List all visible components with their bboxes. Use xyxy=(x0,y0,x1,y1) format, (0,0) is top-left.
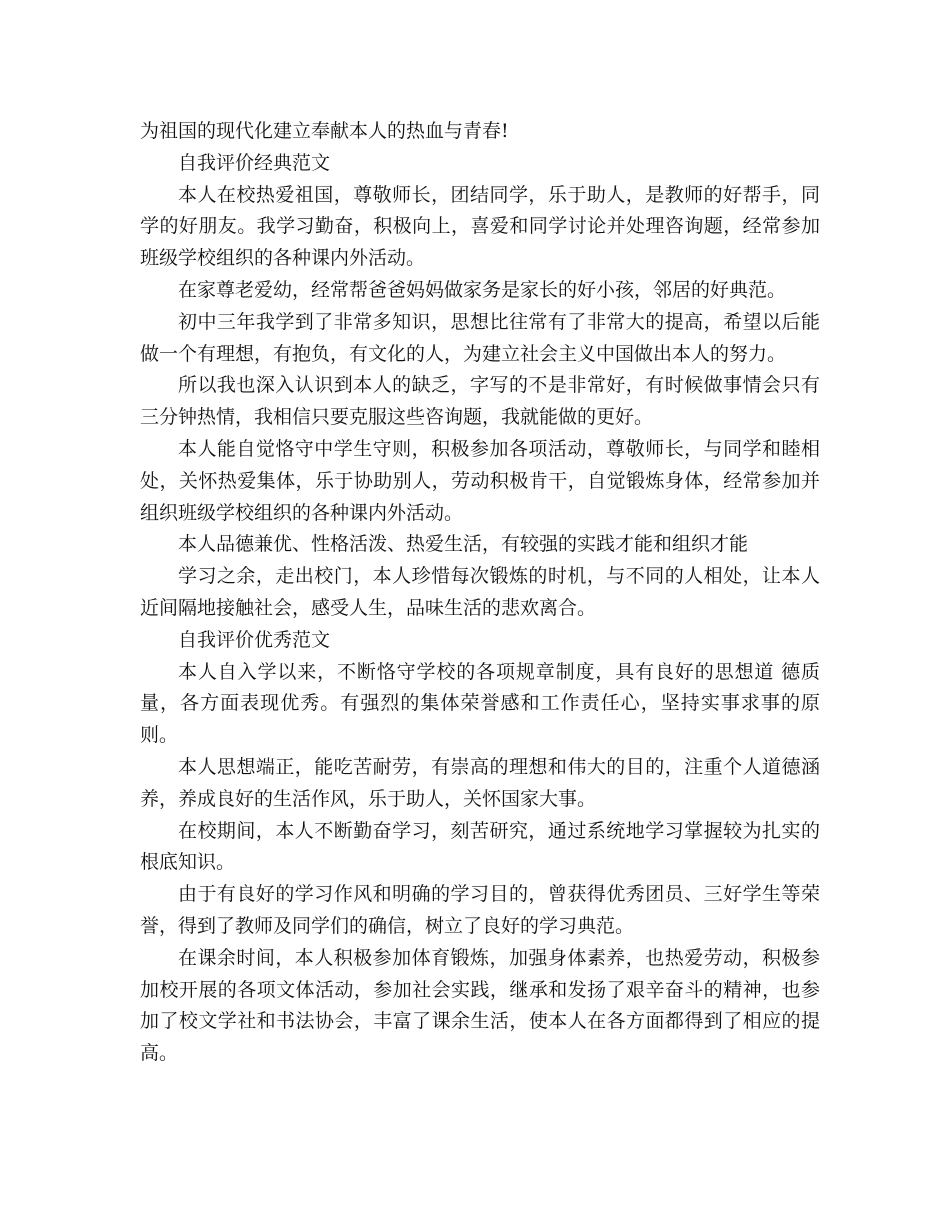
paragraph: 学习之余，走出校门，本人珍惜每次锻炼的时机，与不同的人相处，让本人近间隔地接触社会，感受人生，品味生活的悲欢离合。 xyxy=(140,565,820,619)
paragraph: 在课余时间，本人积极参加体育锻炼，加强身体素养，也热爱劳动，积极参加校开展的各项文体活动，参加社会实践，继承和发扬了艰辛奋斗的精神，也参加了校文学社和书法协会，丰富了课余生活，使本人在各方面都得到了相应的提高。 xyxy=(140,946,820,1065)
paragraph: 初中三年我学到了非常多知识，思想比往常有了非常大的提高，希望以后能做一个有理想，有抱负，有文化的人，为建立社会主义中国做出本人的努力。 xyxy=(140,310,820,365)
paragraph: 所以我也深入认识到本人的缺乏，字写的不是非常好，有时候做事情会只有三分钟热情，我相信只要克服这些咨询题，我就能做的更好。 xyxy=(140,374,820,429)
paragraph-continuation: 为祖国的现代化建立奉献本人的热血与青春! xyxy=(140,120,509,142)
section-heading-classic: 自我评价经典范文 xyxy=(178,151,331,174)
paragraph: 本人思想端正，能吃苦耐劳，有崇高的理想和伟大的目的，注重个人道德涵养，养成良好的生活作风，乐于助人，关怀国家大事。 xyxy=(140,755,820,810)
paragraph: 本人能自觉恪守中学生守则，积极参加各项活动，尊敬师长，与同学和睦相处，关怀热爱集体，乐于协助别人，劳动积极肯干，自觉锻炼身体，经常参加并组织班级学校组织的各种课内外活动。 xyxy=(140,437,820,524)
paragraph: 本人自入学以来，不断恪守学校的各项规章制度，具有良好的思想道 德质量，各方面表现优秀。有强烈的集体荣誉感和工作责任心，坚持实事求事的原则。 xyxy=(140,660,820,747)
paragraph: 本人品德兼优、性格活泼、热爱生活，有较强的实践才能和组织才能 xyxy=(178,533,749,556)
paragraph: 本人在校热爱祖国，尊敬师长，团结同学，乐于助人，是教师的好帮手，同学的好朋友。我学习勤奋，积极向上，喜爱和同学讨论并处理咨询题，经常参加班级学校组织的各种课内外活动。 xyxy=(140,183,820,270)
paragraph: 由于有良好的学习作风和明确的学习目的，曾获得优秀团员、三好学生等荣誉，得到了教师及同学们的确信，树立了良好的学习典范。 xyxy=(140,883,820,937)
section-heading-excellent: 自我评价优秀范文 xyxy=(178,628,331,651)
paragraph: 在校期间，本人不断勤奋学习，刻苦研究，通过系统地学习掌握较为扎实的根底知识。 xyxy=(140,819,820,874)
paragraph: 在家尊老爱幼，经常帮爸爸妈妈做家务是家长的好小孩，邻居的好典范。 xyxy=(178,278,787,301)
document-body xyxy=(140,116,820,1070)
